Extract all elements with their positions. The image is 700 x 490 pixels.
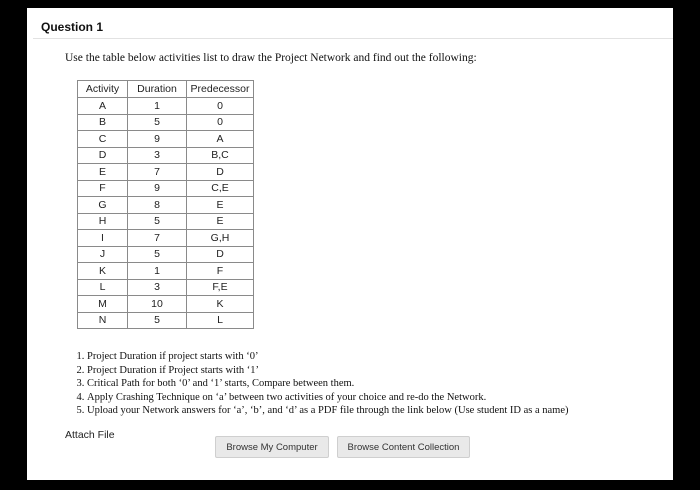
task-item: 2. Project Duration if Project starts with ‘1’ [87, 364, 677, 378]
predecessor-cell: F,E [187, 279, 254, 296]
duration-cell: 9 [128, 131, 187, 148]
table-row [78, 279, 254, 296]
duration-cell: 1 [128, 98, 187, 115]
table-row [78, 164, 254, 181]
predecessor-cell: E [187, 197, 254, 214]
predecessor-cell: D [187, 164, 254, 181]
duration-cell: 1 [128, 263, 187, 280]
activity-cell: J [78, 246, 128, 263]
table-row [78, 230, 254, 247]
predecessor-cell: 0 [187, 98, 254, 115]
table-row [78, 98, 254, 115]
duration-cell: 5 [128, 246, 187, 263]
predecessor-cell: L [187, 312, 254, 329]
predecessor-cell: D [187, 246, 254, 263]
task-list [67, 350, 677, 418]
column-header-predecessor: Predecessor [187, 81, 254, 98]
table-row [78, 246, 254, 263]
duration-cell: 5 [128, 213, 187, 230]
table-row [78, 312, 254, 329]
duration-cell: 5 [128, 312, 187, 329]
activity-cell: E [78, 164, 128, 181]
attach-file-label: Attach File [65, 429, 115, 441]
activity-cell: L [78, 279, 128, 296]
activity-cell: C [78, 131, 128, 148]
table-row [78, 180, 254, 197]
predecessor-cell: C,E [187, 180, 254, 197]
duration-cell: 3 [128, 279, 187, 296]
activity-cell: G [78, 197, 128, 214]
predecessor-cell: K [187, 296, 254, 313]
table-row [78, 147, 254, 164]
task-item: 3. Critical Path for both ‘0’ and ‘1’ starts, Compare between them. [87, 377, 677, 391]
question-title: Question 1 [41, 20, 104, 34]
duration-cell: 7 [128, 230, 187, 247]
column-header-duration: Duration [128, 81, 187, 98]
activity-cell: I [78, 230, 128, 247]
column-header-activity: Activity [78, 81, 128, 98]
table-row [78, 114, 254, 131]
predecessor-cell: A [187, 131, 254, 148]
activity-cell: A [78, 98, 128, 115]
table-row [78, 131, 254, 148]
table-row [78, 197, 254, 214]
duration-cell: 5 [128, 114, 187, 131]
activity-table [77, 80, 254, 329]
task-item: 4. Apply Crashing Technique on ‘a’ between two activities of your choice and re-do the Network. [87, 391, 677, 405]
activity-cell: K [78, 263, 128, 280]
browse-content-collection-button[interactable]: Browse Content Collection [337, 436, 470, 458]
question-instruction: Use the table below activities list to draw the Project Network and find out the following: [65, 52, 477, 64]
activity-cell: B [78, 114, 128, 131]
task-item: 1. Project Duration if project starts with ‘0’ [87, 350, 677, 364]
question-panel [27, 8, 673, 480]
duration-cell: 3 [128, 147, 187, 164]
predecessor-cell: 0 [187, 114, 254, 131]
task-item: 5. Upload your Network answers for ‘a’, ‘b’, and ‘d’ as a PDF file through the link below (Use student ID as a name) [87, 404, 677, 418]
table-header-row [78, 81, 254, 98]
duration-cell: 10 [128, 296, 187, 313]
activity-cell: F [78, 180, 128, 197]
table-row [78, 213, 254, 230]
activity-cell: D [78, 147, 128, 164]
activity-cell: N [78, 312, 128, 329]
activity-cell: H [78, 213, 128, 230]
header-divider [33, 38, 673, 39]
duration-cell: 7 [128, 164, 187, 181]
predecessor-cell: G,H [187, 230, 254, 247]
predecessor-cell: B,C [187, 147, 254, 164]
table-row [78, 263, 254, 280]
browse-my-computer-button[interactable]: Browse My Computer [215, 436, 329, 458]
activity-cell: M [78, 296, 128, 313]
predecessor-cell: E [187, 213, 254, 230]
duration-cell: 9 [128, 180, 187, 197]
predecessor-cell: F [187, 263, 254, 280]
table-row [78, 296, 254, 313]
duration-cell: 8 [128, 197, 187, 214]
